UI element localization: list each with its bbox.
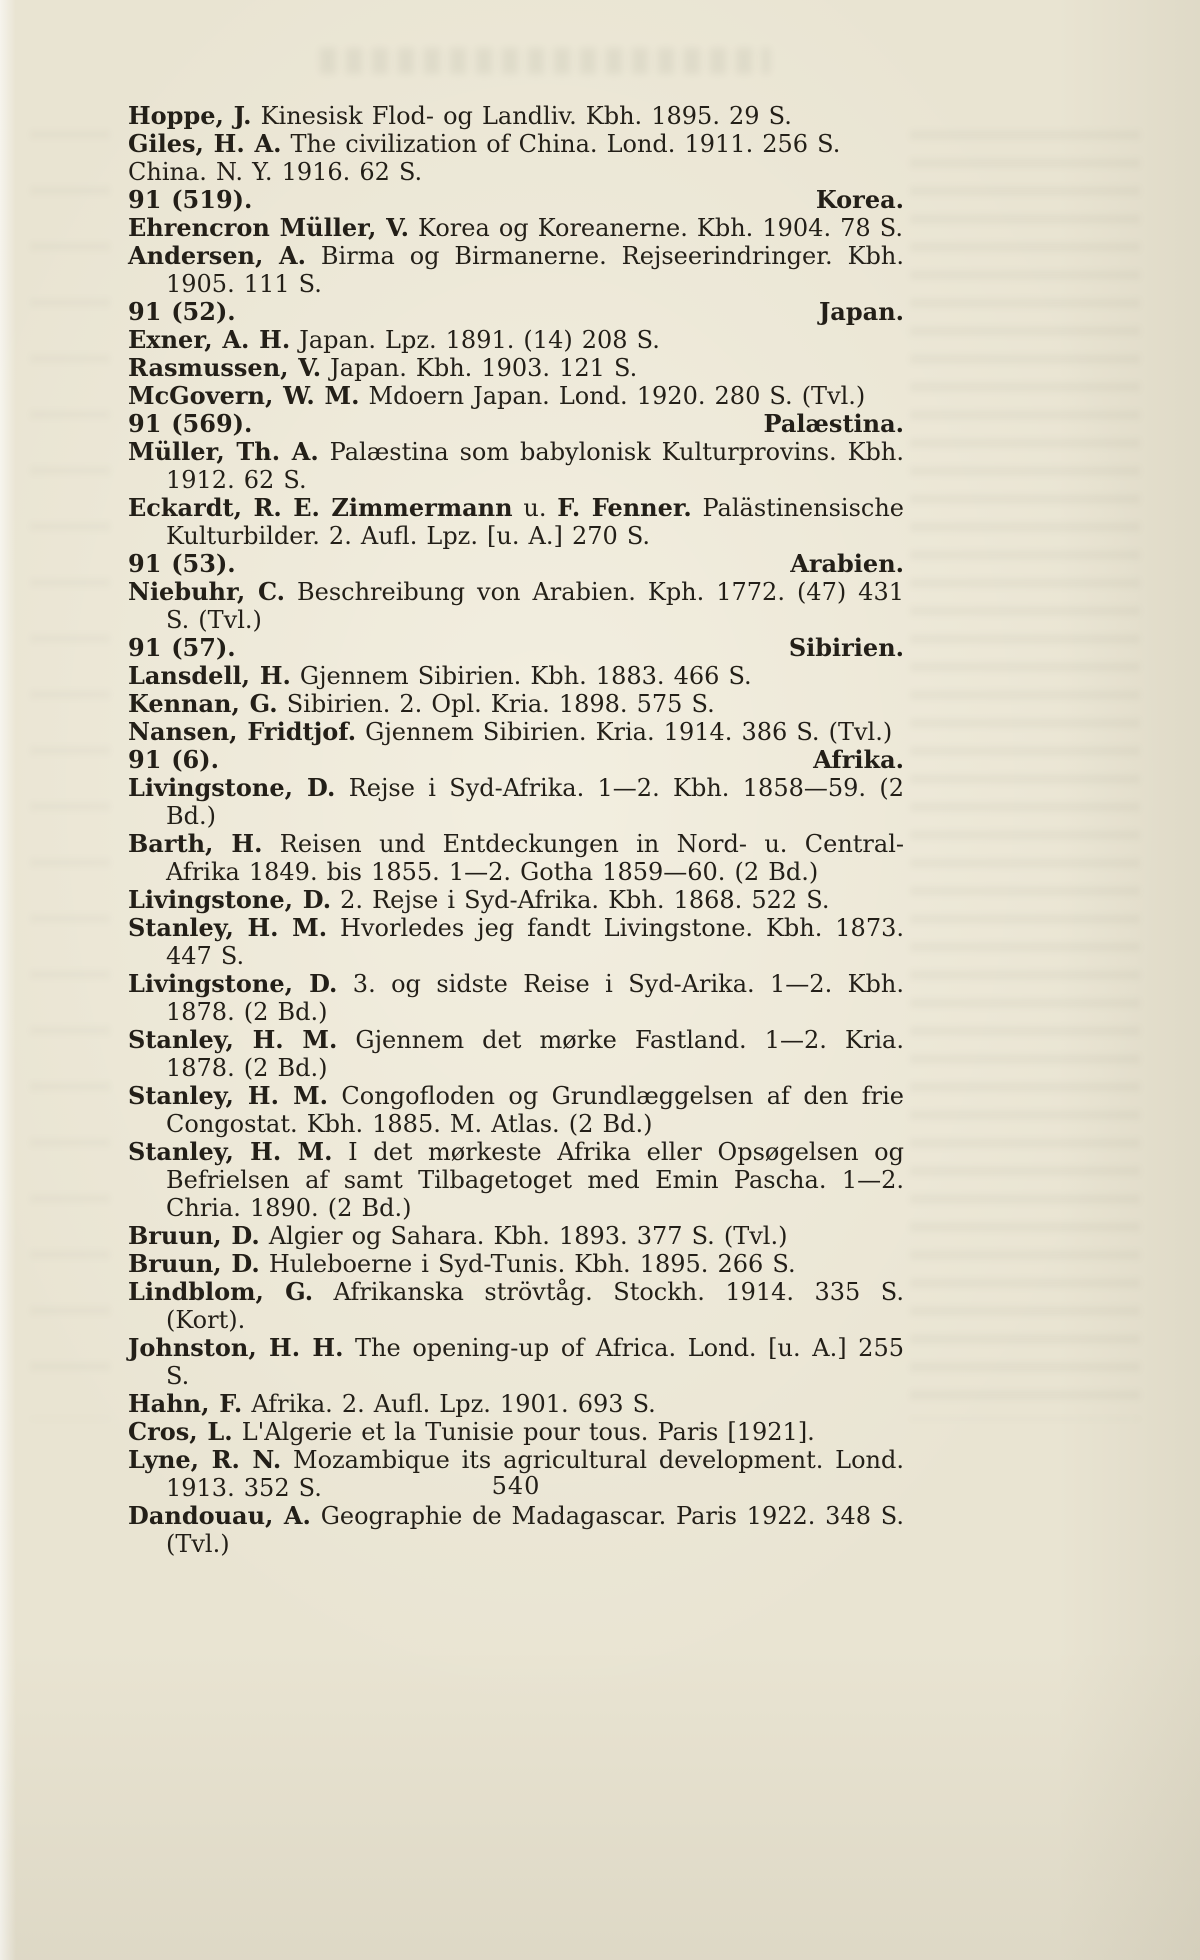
section-number: 91 (57). — [128, 633, 236, 662]
entry-text: I det mørkeste Afrika eller Opsøgelsen og Befrielsen af samt Tilbagetoget med Emin Pascha. 1—2. Chria. 1890. (2 Bd.) — [166, 1138, 904, 1222]
bibliography-entry — [128, 494, 904, 550]
bibliography-entry — [128, 1502, 904, 1558]
entry-author: Eckardt, R. E. Zimmermann — [128, 493, 513, 522]
bibliography-entry — [128, 354, 904, 382]
section-region-label: Palæstina. — [763, 409, 904, 438]
entry-text: The civilization of China. Lond. 1911. 256 S. — [281, 130, 841, 158]
entry-author: Bruun, D. — [128, 1249, 260, 1278]
entry-text: 3. og sidste Reise i Syd-Arika. 1—2. Kbh. 1878. (2 Bd.) — [166, 970, 904, 1026]
entry-text: Beschreibung von Arabien. Kph. 1772. (47) 431 S. (Tvl.) — [166, 578, 904, 634]
entry-text: Geographie de Madagascar. Paris 1922. 348 S. (Tvl.) — [166, 1502, 904, 1558]
entry-text: Japan. Lpz. 1891. (14) 208 S. — [290, 326, 660, 354]
bibliography-entry — [128, 214, 904, 242]
bibliography-entry — [128, 690, 904, 718]
entry-author: Andersen, A. — [128, 241, 306, 270]
entry-author: Johnston, H. H. — [128, 1333, 344, 1362]
entry-author: Hoppe, J. — [128, 101, 252, 130]
entry-text: L'Algerie et la Tunisie pour tous. Paris [1921]. — [232, 1418, 815, 1446]
bibliography-entry — [128, 662, 904, 690]
bibliography-entry — [128, 578, 904, 634]
entry-text: Algier og Sahara. Kbh. 1893. 377 S. (Tvl.) — [259, 1222, 788, 1250]
bibliography-entry — [128, 1278, 904, 1334]
entry-author: Müller, Th. A. — [128, 437, 319, 466]
entry-author: Dandouau, A. — [128, 1501, 311, 1530]
bibliography-entry — [128, 718, 904, 746]
bibliography-entry — [128, 914, 904, 970]
bibliography-entry — [128, 438, 904, 494]
entry-text: Mdoern Japan. Lond. 1920. 280 S. (Tvl.) — [359, 382, 866, 410]
section-number: 91 (569). — [128, 409, 253, 438]
entry-text: Sibirien. 2. Opl. Kria. 1898. 575 S. — [277, 690, 715, 718]
entry-text: The opening-up of Africa. Lond. [u. A.] 255 S. — [166, 1334, 904, 1390]
section-number: 91 (52). — [128, 297, 236, 326]
bibliography-entry — [128, 774, 904, 830]
entry-text: Rejse i Syd-Afrika. 1—2. Kbh. 1858—59. (2 Bd.) — [166, 774, 904, 830]
bibliography-entry — [128, 830, 904, 886]
section-number: 91 (519). — [128, 185, 253, 214]
bibliography-entry — [128, 1222, 904, 1250]
bibliography-entry — [128, 1026, 904, 1082]
entry-author: Lyne, R. N. — [128, 1445, 282, 1474]
section-heading — [128, 186, 904, 214]
entry-text: Congofloden og Grundlæggelsen af den frie Congostat. Kbh. 1885. M. Atlas. (2 Bd.) — [166, 1082, 904, 1138]
bibliography-entry — [128, 242, 904, 298]
entry-text: Palæstina som babylonisk Kulturprovins. Kbh. 1912. 62 S. — [166, 438, 904, 494]
section-region-label: Afrika. — [813, 745, 904, 774]
entry-text: Korea og Koreanerne. Kbh. 1904. 78 S. — [408, 214, 903, 242]
bibliography-entry — [128, 158, 904, 186]
bibliography-entry — [128, 102, 904, 130]
section-heading — [128, 410, 904, 438]
section-heading — [128, 298, 904, 326]
entry-text: Gjennem Sibirien. Kria. 1914. 386 S. (Tvl.) — [356, 718, 893, 746]
section-region-label: Korea. — [815, 185, 904, 214]
section-heading — [128, 746, 904, 774]
entry-author: Ehrencron Müller, V. — [128, 213, 409, 242]
entry-author: Livingstone, D. — [128, 773, 336, 802]
entry-author: Lindblom, G. — [128, 1277, 314, 1306]
entry-author: Lansdell, H. — [128, 661, 291, 690]
bibliography-entry — [128, 130, 904, 158]
entry-text: Afrika. 2. Aufl. Lpz. 1901. 693 S. — [242, 1390, 656, 1418]
entry-author: Stanley, H. M. — [128, 1025, 338, 1054]
bibliography-entry — [128, 1334, 904, 1390]
entry-author: F. Fenner. — [557, 493, 692, 522]
bibliography-entry — [128, 382, 904, 410]
entry-text: China. N. Y. 1916. 62 S. — [128, 158, 423, 186]
entry-author: Bruun, D. — [128, 1221, 260, 1250]
bibliography-entry — [128, 326, 904, 354]
section-heading — [128, 634, 904, 662]
entry-text: Gjennem det mørke Fastland. 1—2. Kria. 1878. (2 Bd.) — [166, 1026, 904, 1082]
entry-text: u. — [512, 494, 558, 522]
section-heading — [128, 550, 904, 578]
entry-text: Hvorledes jeg fandt Livingstone. Kbh. 1873. 447 S. — [166, 914, 904, 970]
section-region-label: Arabien. — [790, 549, 904, 578]
bleedthrough-texture-left — [30, 130, 110, 1420]
bleedthrough-texture-top — [320, 48, 770, 74]
entry-text: Gjennem Sibirien. Kbh. 1883. 466 S. — [290, 662, 752, 690]
entry-author: McGovern, W. M. — [128, 381, 360, 410]
entry-author: Stanley, H. M. — [128, 1081, 329, 1110]
bibliography-entry — [128, 1418, 904, 1446]
section-region-label: Sibirien. — [788, 633, 904, 662]
bibliography-entry — [128, 1138, 904, 1222]
entry-author: Livingstone, D. — [128, 885, 332, 914]
bibliography-entry — [128, 970, 904, 1026]
page-number: 540 — [491, 1472, 541, 1500]
entry-author: Stanley, H. M. — [128, 913, 328, 942]
entry-text: Japan. Kbh. 1903. 121 S. — [321, 354, 638, 382]
bibliography-entry — [128, 886, 904, 914]
entry-author: Hahn, F. — [128, 1389, 243, 1418]
entry-text: 2. Rejse i Syd-Afrika. Kbh. 1868. 522 S. — [331, 886, 830, 914]
bibliography-entry — [128, 1390, 904, 1418]
entry-author: Giles, H. A. — [128, 129, 282, 158]
entry-text: Kinesisk Flod- og Landliv. Kbh. 1895. 29 S. — [251, 102, 792, 130]
entry-author: Kennan, G. — [128, 689, 278, 718]
entry-text: Afrikanska strövtåg. Stockh. 1914. 335 S. (Kort). — [166, 1278, 905, 1334]
entry-text: Palästinensische Kulturbilder. 2. Aufl. Lpz. [u. A.] 270 S. — [166, 494, 904, 550]
bibliography-entry — [128, 1250, 904, 1278]
entry-text: Mozambique its agricultural development. Lond. 1913. 352 S. — [166, 1446, 904, 1502]
entry-author: Nansen, Fridtjof. — [128, 717, 357, 746]
entry-author: Cros, L. — [128, 1417, 233, 1446]
section-region-label: Japan. — [818, 297, 904, 326]
entry-author: Niebuhr, C. — [128, 577, 286, 606]
bleedthrough-texture-right — [910, 130, 1140, 1420]
entry-text: Birma og Birmanerne. Rejseerindringer. Kbh. 1905. 111 S. — [166, 242, 904, 298]
entry-author: Rasmussen, V. — [128, 353, 322, 382]
entry-text: Reisen und Entdeckungen in Nord- u. Central-Afrika 1849. bis 1855. 1—2. Gotha 1859—60. (2 Bd.) — [166, 830, 904, 886]
entry-author: Stanley, H. M. — [128, 1137, 333, 1166]
entry-author: Livingstone, D. — [128, 969, 338, 998]
entry-author: Exner, A. H. — [128, 325, 291, 354]
entry-text: Huleboerne i Syd-Tunis. Kbh. 1895. 266 S. — [259, 1250, 796, 1278]
bibliography-list — [128, 102, 904, 1558]
section-number: 91 (6). — [128, 745, 219, 774]
entry-author: Barth, H. — [128, 829, 263, 858]
bibliography-entry — [128, 1082, 904, 1138]
section-number: 91 (53). — [128, 549, 236, 578]
